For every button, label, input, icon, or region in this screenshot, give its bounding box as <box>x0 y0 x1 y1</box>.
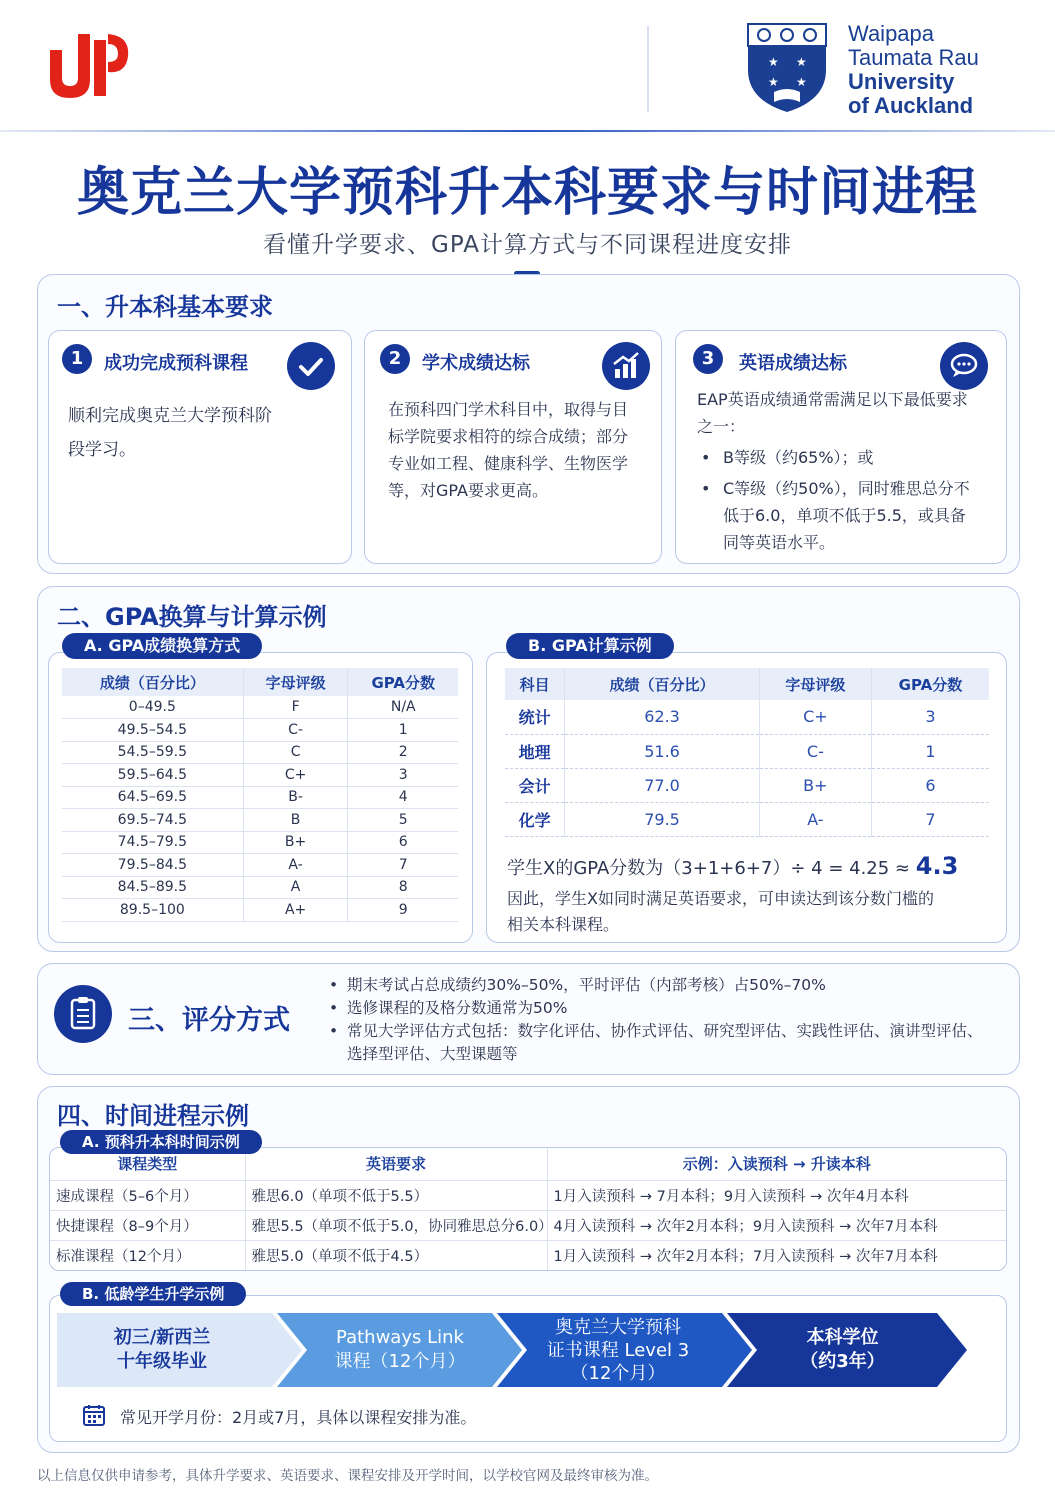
section-heading: 三、评分方式 <box>128 1005 290 1036</box>
pathway-step <box>57 1313 267 1387</box>
section-heading: 一、升本科基本要求 <box>57 293 273 321</box>
card-text: 在预科四门学术科目中，取得与目标学院要求相符的综合成绩；部分专业如工程、健康科学、生物医学等，对GPA要求更高。 <box>388 400 629 500</box>
table-cell: 69.5–74.5 <box>62 809 243 832</box>
table-cell: 49.5–54.5 <box>62 719 243 742</box>
table-cell: 8 <box>348 876 458 899</box>
table-cell: B- <box>243 786 348 809</box>
university-name <box>848 22 979 118</box>
table-cell: A- <box>243 854 348 877</box>
table-cell: 79.5–84.5 <box>62 854 243 877</box>
table-cell: 快捷课程（8–9个月） <box>50 1210 245 1240</box>
svg-text:★: ★ <box>796 75 807 89</box>
table-row <box>505 768 989 802</box>
step-line: Pathways Link <box>336 1327 464 1348</box>
subsection-label: B. 低龄学生升学示例 <box>60 1282 246 1306</box>
table-cell: 62.3 <box>565 700 760 734</box>
table-header: 成绩（百分比） <box>565 668 760 700</box>
table-cell: A+ <box>243 899 348 922</box>
table-row <box>62 741 458 764</box>
card-text: 顺利完成奥克兰大学预科阶段学习。 <box>68 406 272 460</box>
table-cell: 统计 <box>505 700 565 734</box>
section-heading: 四、时间进程示例 <box>57 1102 249 1130</box>
card-number-badge: 3 <box>693 344 723 374</box>
table-cell: 79.5 <box>565 802 760 836</box>
table-cell: 1 <box>871 734 989 768</box>
university-name-line: Taumata Rau <box>848 45 979 70</box>
university-name-line: University <box>848 69 955 94</box>
table-row <box>62 876 458 899</box>
table-cell: 雅思6.0（单项不低于5.5） <box>245 1180 547 1210</box>
pathway-step <box>518 1313 718 1387</box>
gpa-conclusion: 因此，学生X如同时满足英语要求，可申读达到该分数门槛的相关本科课程。 <box>507 889 934 934</box>
card-text <box>697 386 977 556</box>
table-header: GPA分数 <box>871 668 989 700</box>
table-cell: B+ <box>243 831 348 854</box>
table-cell: C+ <box>243 764 348 787</box>
table-cell: 64.5–69.5 <box>62 786 243 809</box>
step-line: 奥克兰大学预科 <box>554 1316 681 1338</box>
table-cell: C <box>243 741 348 764</box>
table-cell: 1 <box>348 719 458 742</box>
page-subtitle: 看懂升学要求、GPA计算方式与不同课程进度安排 <box>263 232 792 258</box>
subsection-label: A. 预科升本科时间示例 <box>60 1130 262 1154</box>
gpa-result: 4.3 <box>915 852 959 880</box>
step-line: 课程（12个月） <box>334 1351 466 1372</box>
english-intro: EAP英语成绩通常需满足以下最低要求之一： <box>697 390 968 436</box>
table-cell: 74.5–79.5 <box>62 831 243 854</box>
table-header: 字母评级 <box>243 668 348 696</box>
clipboard-icon <box>54 985 112 1043</box>
list-item: • 选修课程的及格分数通常为50% <box>327 997 987 1020</box>
table-header: 英语要求 <box>245 1148 547 1180</box>
table-cell: 4月入读预科 → 次年2月本科；9月入读预科 → 次年7月本科 <box>547 1210 1006 1240</box>
english-option: • B等级（约65%）；或 <box>697 444 977 471</box>
table-row <box>50 1180 1006 1210</box>
section-heading: 二、GPA换算与计算示例 <box>57 603 327 631</box>
card-title: 英语成绩达标 <box>739 353 847 374</box>
table-header: 课程类型 <box>50 1148 245 1180</box>
table-row <box>62 696 458 719</box>
header-rule <box>0 130 1055 132</box>
table-cell: 77.0 <box>565 768 760 802</box>
table-row <box>62 786 458 809</box>
list-item: • 期末考试占总成绩约30%–50%，平时评估（内部考核）占50%–70% <box>327 974 987 997</box>
subsection-label: B. GPA计算示例 <box>506 633 674 659</box>
timeline-table <box>50 1148 1006 1270</box>
timeline-panel <box>49 1147 1007 1271</box>
table-cell: 3 <box>348 764 458 787</box>
table-cell: 地理 <box>505 734 565 768</box>
card-number-badge: 1 <box>62 344 92 374</box>
gpa-formula: 学生X的GPA分数为（3+1+6+7）÷ 4 = 4.25 ≈ <box>507 858 916 879</box>
table-row <box>62 831 458 854</box>
calendar-icon <box>82 1403 106 1427</box>
table-row <box>62 764 458 787</box>
table-row <box>505 734 989 768</box>
gpa-example-table <box>505 668 989 837</box>
table-header: GPA分数 <box>348 668 458 696</box>
page-title: 奥克兰大学预科升本科要求与时间进程 <box>76 163 978 223</box>
pathway-step <box>300 1313 500 1387</box>
step-line: （12个月） <box>570 1362 666 1384</box>
table-cell: C+ <box>759 700 871 734</box>
step-line: 本科学位 <box>806 1327 879 1348</box>
table-row <box>50 1240 1006 1270</box>
table-row <box>62 899 458 922</box>
step-line: （约3年） <box>800 1351 885 1372</box>
table-cell: 雅思5.0（单项不低于4.5） <box>245 1240 547 1270</box>
university-crest-icon <box>746 22 828 114</box>
list-item: • 常见大学评估方式包括：数字化评估、协作式评估、研究型评估、实践性评估、演讲型评估、选择型评估、大型课题等 <box>327 1020 987 1066</box>
card-number-badge: 2 <box>380 344 410 374</box>
table-cell: 0–49.5 <box>62 696 243 719</box>
table-row <box>62 854 458 877</box>
check-icon <box>287 342 335 390</box>
table-cell: 59.5–64.5 <box>62 764 243 787</box>
table-header: 成绩（百分比） <box>62 668 243 696</box>
table-cell: 9 <box>348 899 458 922</box>
table-cell: 标准课程（12个月） <box>50 1240 245 1270</box>
table-row <box>505 802 989 836</box>
table-row <box>62 809 458 832</box>
table-cell: 7 <box>348 854 458 877</box>
table-cell: N/A <box>348 696 458 719</box>
subsection-label: A. GPA成绩换算方式 <box>62 633 262 659</box>
table-cell: 3 <box>871 700 989 734</box>
table-cell: 6 <box>348 831 458 854</box>
table-cell: 4 <box>348 786 458 809</box>
table-row <box>505 700 989 734</box>
table-row <box>50 1210 1006 1240</box>
table-cell: C- <box>243 719 348 742</box>
table-cell: B+ <box>759 768 871 802</box>
table-cell: B <box>243 809 348 832</box>
table-cell: 5 <box>348 809 458 832</box>
gpa-calculation <box>507 852 958 880</box>
speech-bubble-icon <box>940 342 988 390</box>
step-line: 初三/新西兰 <box>113 1327 211 1348</box>
table-cell: 89.5–100 <box>62 899 243 922</box>
table-cell: C- <box>759 734 871 768</box>
step-line: 证书课程 Level 3 <box>546 1339 690 1361</box>
table-cell: 54.5–59.5 <box>62 741 243 764</box>
table-cell: 会计 <box>505 768 565 802</box>
svg-text:★: ★ <box>796 55 807 69</box>
step-line: 十年级毕业 <box>116 1351 207 1372</box>
table-cell: 51.6 <box>565 734 760 768</box>
table-cell: F <box>243 696 348 719</box>
card-title: 成功完成预科课程 <box>104 353 248 374</box>
table-cell: 2 <box>348 741 458 764</box>
table-cell: 7 <box>871 802 989 836</box>
card-title: 学术成绩达标 <box>422 353 530 374</box>
pathway-step <box>745 1313 940 1387</box>
university-name-line: Waipapa <box>848 21 935 46</box>
table-header: 科目 <box>505 668 565 700</box>
grading-list <box>327 974 987 1066</box>
table-cell: 1月入读预科 → 7月本科；9月入读预科 → 次年4月本科 <box>547 1180 1006 1210</box>
table-cell: 84.5–89.5 <box>62 876 243 899</box>
table-cell: 速成课程（5–6个月） <box>50 1180 245 1210</box>
table-cell: A- <box>759 802 871 836</box>
header-divider <box>647 26 649 112</box>
gpa-conversion-table <box>62 668 458 922</box>
university-name-line: of Auckland <box>848 93 974 118</box>
table-header: 字母评级 <box>759 668 871 700</box>
table-row <box>62 719 458 742</box>
intake-note: 常见开学月份：2月或7月，具体以课程安排为准。 <box>120 1408 477 1427</box>
table-cell: 雅思5.5（单项不低于5.0，协同雅思总分6.0） <box>245 1210 547 1240</box>
svg-text:★: ★ <box>768 55 779 69</box>
table-header: 示例：入读预科 → 升读本科 <box>547 1148 1006 1180</box>
brand-logo <box>48 26 132 98</box>
table-cell: 1月入读预科 → 次年2月本科；7月入读预科 → 次年7月本科 <box>553 1248 938 1265</box>
table-cell: 化学 <box>505 802 565 836</box>
english-option: • C等级（约50%），同时雅思总分不低于6.0，单项不低于5.5，或具备同等英语水平。 <box>697 475 977 556</box>
table-cell: A <box>243 876 348 899</box>
footer-disclaimer: 以上信息仅供申请参考，具体升学要求、英语要求、课程安排及开学时间，以学校官网及最终审核为准。 <box>37 1468 658 1484</box>
table-cell: 6 <box>871 768 989 802</box>
bar-chart-icon <box>602 342 650 390</box>
svg-text:★: ★ <box>768 75 779 89</box>
